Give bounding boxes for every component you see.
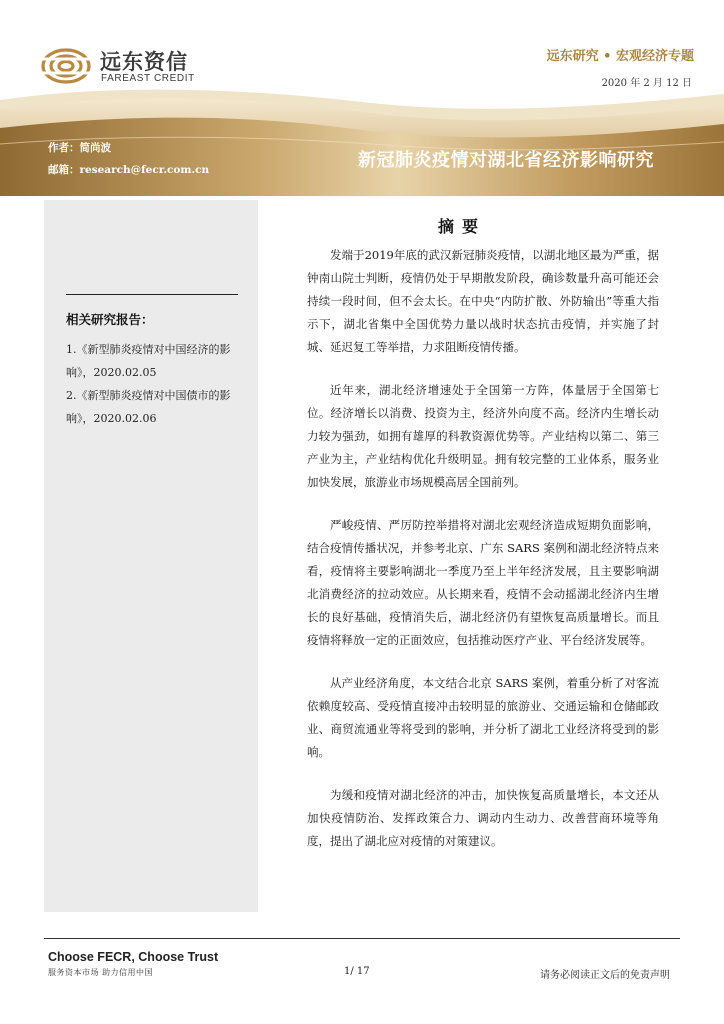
abstract-heading: 摘要 <box>438 217 487 236</box>
abstract-body <box>307 244 659 873</box>
abstract-paragraph: 近年来，湖北经济增速处于全国第一方阵，体量居于全国第七位。经济增长以消费、投资为主，经济外向度不高。经济内生增长动力较为强劲，如拥有雄厚的科教资源优势等。产业结构以第二、第三产业为主，产业结构优化升级明显。拥有较完整的工业体系，服务业加快发展，旅游业市场规模高居全国前列。 <box>307 383 659 489</box>
related-reports-list <box>66 338 246 430</box>
sidebar-divider <box>66 294 238 295</box>
footer-divider <box>44 938 680 939</box>
disclaimer-note: 请务必阅读正文后的免责声明 <box>540 970 670 981</box>
abstract-paragraph: 发端于2019年底的武汉新冠肺炎疫情，以湖北地区最为严重，据钟南山院士判断，疫情仍处于早期散发阶段，确诊数量升高可能还会持续一段时间，但不会太长。在中央“内防扩散、外防输出”等重大指示下，湖北省集中全国优势力量以战时状态抗击疫情，并实施了封城、延迟复工等举措，力求阻断疫情传播。 <box>307 248 659 354</box>
related-report-item[interactable]: 1.《新型肺炎疫情对中国经济的影响》，2020.02.05 <box>66 343 231 379</box>
abstract-paragraph: 严峻疫情、严厉防控举措将对湖北宏观经济造成短期负面影响，结合疫情传播状况，并参考北京、广东 SARS 案例和湖北经济特点来看，疫情将主要影响湖北一季度乃至上半年经济发展，且主要影响湖北消费经济的拉动效应。从长期来看，疫情不会动摇湖北经济内生增长的良好基础，疫情消失后，湖北经济仍有望恢复高质量增长。而且疫情将释放一定的正面效应，包括推动医疗产业、平台经济发展等。 <box>307 518 659 647</box>
abstract-paragraph: 为缓和疫情对湖北经济的冲击，加快恢复高质量增长，本文还从加快疫情防治、发挥政策合力、调动内生动力、改善营商环境等角度，提出了湖北应对疫情的对策建议。 <box>307 788 659 848</box>
footer-tagline: 服务资本市场 助力信用中国 <box>48 968 154 977</box>
related-report-item[interactable]: 2.《新型肺炎疫情对中国债市的影响》，2020.02.06 <box>66 389 231 425</box>
email-line: 邮箱：research@fecr.com.cn <box>48 164 210 176</box>
fareast-logo-icon <box>40 46 92 86</box>
brand-name-en: FAREAST CREDIT <box>101 73 195 84</box>
page-number: 1/ 17 <box>344 966 370 977</box>
series-label: 远东研究 • 宏观经济专题 <box>546 49 694 64</box>
footer-slogan: Choose FECR, Choose Trust <box>48 950 219 964</box>
related-reports-heading: 相关研究报告： <box>66 312 154 327</box>
report-title: 新冠肺炎疫情对湖北省经济影响研究 <box>358 150 654 171</box>
report-date: 2020 年 2 月 12 日 <box>601 78 692 89</box>
sidebar-panel <box>44 200 258 912</box>
abstract-paragraph: 从产业经济角度，本文结合北京 SARS 案例，着重分析了对客流依赖度较高、受疫情直接冲击较明显的旅游业、交通运输和仓储邮政业、商贸流通业等将受到的影响，并分析了湖北工业经济将受到的影响。 <box>307 676 659 759</box>
author-line: 作者：简尚波 <box>48 142 111 154</box>
brand-name-cn: 远东资信 <box>100 50 188 74</box>
